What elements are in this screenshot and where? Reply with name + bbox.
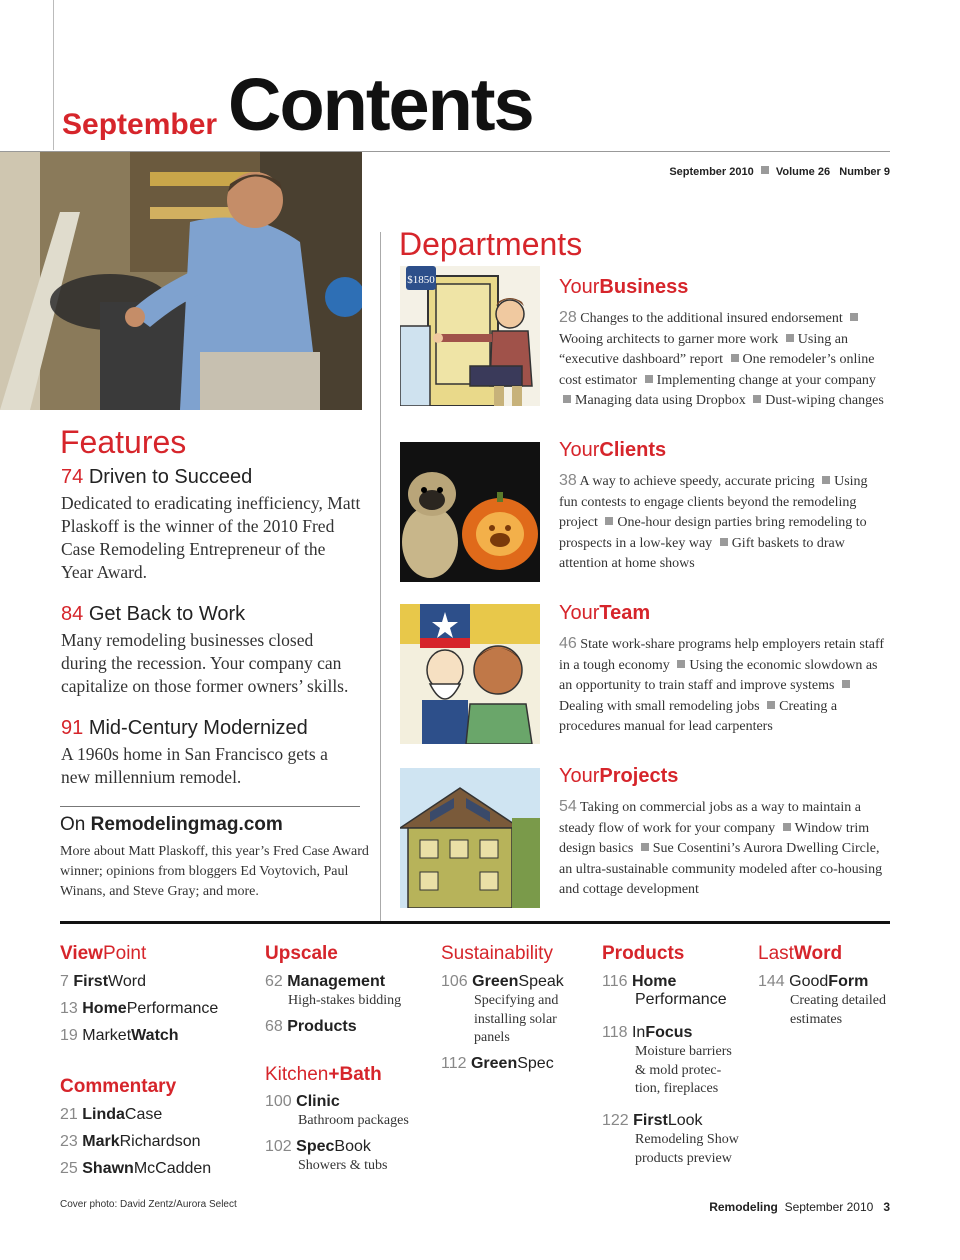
feature-description: Dedicated to eradicating inefficiency, Matt Plaskoff is the winner of the 2010 Fred Case Remodeling Entrepreneur of the Year Award. <box>61 493 361 582</box>
column-item[interactable] <box>60 1133 201 1151</box>
item-title-a: Home <box>82 1000 127 1017</box>
item-page: 122 <box>602 1112 629 1129</box>
issue-date: September 2010 <box>669 166 754 178</box>
feature-page: 74 <box>61 466 84 488</box>
column-item[interactable] <box>60 1160 211 1178</box>
department-item: Sue Cosentini’s Aurora Dwelling Circle, an ultra-sustainable community modeled after co-housing and cottage development <box>559 841 883 897</box>
department-item: One remodeler’s online cost estimator <box>559 352 875 388</box>
item-title-a: Green <box>470 1055 518 1072</box>
feature-item[interactable] <box>61 603 361 698</box>
item-page: 116 <box>602 973 628 990</box>
column-item[interactable] <box>60 1106 162 1124</box>
bullet-square-icon <box>767 701 775 709</box>
column-item[interactable] <box>265 1018 357 1036</box>
feature-title-text: Get Back to Work <box>88 603 246 625</box>
bullet-square-icon <box>850 313 858 321</box>
bullet-square-icon <box>605 517 613 525</box>
department-title-name: Projects <box>599 765 679 787</box>
item-subtitle: Remodeling Show products preview <box>635 1132 739 1166</box>
bullet-square-icon <box>753 395 761 403</box>
department-title-pre: Your <box>559 439 600 461</box>
footer-magazine: Remodeling <box>709 1200 778 1214</box>
column-item[interactable] <box>265 1138 371 1156</box>
department-item: Creating a procedures manual for lead carpenters <box>559 698 838 734</box>
feature-item[interactable] <box>61 717 361 789</box>
item-title-b: McCadden <box>133 1160 212 1177</box>
item-page: 68 <box>265 1018 283 1035</box>
item-page: 7 <box>60 973 69 990</box>
column-divider <box>380 232 381 922</box>
item-title-b: Performance <box>635 991 727 1008</box>
item-title-b: Book <box>334 1138 371 1155</box>
item-title-b: Look <box>667 1112 703 1129</box>
page-footer <box>600 1200 890 1214</box>
footer-date: September 2010 <box>784 1200 874 1214</box>
bullet-square-icon <box>842 680 850 688</box>
item-title-a: Good <box>789 973 829 990</box>
item-title-a: Green <box>472 973 519 990</box>
team-illustration <box>400 604 540 744</box>
item-page: 62 <box>265 973 283 990</box>
item-title-b: Watch <box>131 1027 179 1044</box>
item-title-a: Linda <box>82 1106 125 1123</box>
price-tag: $1850 <box>407 274 435 286</box>
bullet-square-icon <box>783 823 791 831</box>
department-item: Using fun contests to engage clients beyond the remodeling project <box>559 474 868 530</box>
department-title-pre: Your <box>559 765 600 787</box>
department-title-name: Business <box>599 276 689 298</box>
column-heading-name: Sustainability <box>441 943 553 964</box>
department-title-clients[interactable] <box>559 439 666 462</box>
online-divider <box>60 806 360 807</box>
column-item[interactable] <box>60 973 146 991</box>
item-page: 23 <box>60 1133 78 1150</box>
bullet-square-icon <box>641 843 649 851</box>
cover-photo <box>0 152 362 410</box>
department-body <box>559 471 889 575</box>
item-subtitle: High-stakes bidding <box>288 993 402 1008</box>
department-item: One-hour design parties bring remodeling to prospects in a low-key way <box>559 515 867 551</box>
footer-page-number: 3 <box>883 1200 890 1214</box>
column-item[interactable] <box>602 1024 692 1042</box>
department-page: 46 <box>559 635 577 652</box>
item-title: Clinic <box>296 1093 340 1110</box>
column-heading-name: Products <box>602 943 685 964</box>
section-rule <box>60 921 890 924</box>
column-item[interactable] <box>60 1027 179 1045</box>
department-item: Using the economic slowdown as an opportunity to train staff and improve systems <box>559 657 878 693</box>
department-item: Using an “executive dashboard” report <box>559 331 848 367</box>
department-page: 28 <box>559 309 577 326</box>
feature-page: 84 <box>61 603 84 625</box>
item-title-b: Performance <box>126 1000 219 1017</box>
item-title-a: Mark <box>82 1133 120 1150</box>
column-heading-name: Word <box>793 943 843 964</box>
column-item[interactable] <box>602 1112 703 1130</box>
department-body <box>559 797 889 901</box>
item-page: 13 <box>60 1000 78 1017</box>
item-page: 112 <box>441 1055 467 1072</box>
column-item[interactable] <box>265 1093 340 1111</box>
column-heading-name: Commentary <box>60 1076 177 1097</box>
department-page: 54 <box>559 798 577 815</box>
separator-square-icon <box>761 166 769 174</box>
column-heading-name: Point <box>102 943 147 964</box>
feature-title <box>61 603 361 626</box>
bullet-square-icon <box>720 538 728 546</box>
item-title-b: Richardson <box>119 1133 201 1150</box>
item-page: 21 <box>60 1106 78 1123</box>
department-item: Changes to the additional insured endorsement <box>580 311 843 326</box>
department-item: Dust-wiping changes <box>765 393 884 408</box>
feature-description: Many remodeling businesses closed during the recession. Your company can capitalize on those former owners’ skills. <box>61 630 349 696</box>
item-title-b: Spec <box>517 1055 554 1072</box>
projects-illustration <box>400 768 540 908</box>
item-page: 106 <box>441 973 468 990</box>
business-illustration <box>400 266 540 406</box>
feature-description: A 1960s home in San Francisco gets a new millennium remodel. <box>61 744 328 787</box>
feature-title-text: Mid-Century Modernized <box>88 717 308 739</box>
item-subtitle: Showers & tubs <box>298 1158 388 1173</box>
item-title-b: Case <box>124 1106 163 1123</box>
department-title-team[interactable] <box>559 602 650 625</box>
column-heading-commentary <box>60 1076 176 1098</box>
item-title-b: Word <box>108 973 146 990</box>
bullet-square-icon <box>822 476 830 484</box>
feature-title <box>61 717 361 740</box>
item-title-a: First <box>73 973 109 990</box>
department-title-pre: Your <box>559 276 600 298</box>
page-title: Contents <box>228 63 533 146</box>
column-heading-name: +Bath <box>328 1064 382 1085</box>
item-page: 19 <box>60 1027 78 1044</box>
masthead-month: September <box>62 108 218 141</box>
department-item: Gift baskets to draw attention at home shows <box>559 535 845 571</box>
online-prefix: On <box>60 814 86 835</box>
column-item[interactable] <box>602 973 752 1009</box>
item-title-a: Market <box>82 1027 132 1044</box>
item-subtitle: Creating detailed estimates <box>790 993 887 1027</box>
column-heading-sustainability <box>441 943 553 965</box>
column-heading-viewpoint <box>60 943 146 965</box>
department-item: Wooing architects to garner more work <box>559 331 779 347</box>
bullet-square-icon <box>786 334 794 342</box>
department-page: 38 <box>559 472 577 489</box>
department-body <box>559 308 889 412</box>
column-heading-pre: Last <box>758 943 794 964</box>
item-page: 102 <box>265 1138 292 1155</box>
feature-title <box>61 466 361 489</box>
item-page: 25 <box>60 1160 78 1177</box>
column-item[interactable] <box>441 1055 554 1073</box>
online-description: More about Matt Plaskoff, this year’s Fred Case Award winner; opinions from bloggers Ed Voytovich, Paul Winans, and Steve Gray; and more. <box>60 844 369 899</box>
features-heading: Features <box>60 424 187 460</box>
department-title-business[interactable] <box>559 276 688 299</box>
feature-page: 91 <box>61 717 84 739</box>
online-heading[interactable] <box>60 814 283 836</box>
issue-volume: Volume 26 <box>775 166 831 178</box>
department-item: Managing data using Dropbox <box>575 393 746 408</box>
department-title-projects[interactable] <box>559 765 678 788</box>
column-heading-pre: Kitchen <box>265 1064 329 1085</box>
column-heading-name: Upscale <box>265 943 338 964</box>
department-title-pre: Your <box>559 602 600 624</box>
item-title-b: Focus <box>645 1024 693 1041</box>
item-title-b: Speak <box>518 973 564 990</box>
column-heading-products <box>602 943 684 965</box>
column-item[interactable] <box>60 1000 218 1018</box>
item-title-a: Shawn <box>82 1160 134 1177</box>
department-body <box>559 634 889 738</box>
item-title: Management <box>287 973 386 990</box>
item-subtitle: Specifying and installing solar panels <box>474 993 559 1045</box>
item-subtitle: Moisture barriers & mold protec- tion, fireplaces <box>635 1044 732 1096</box>
departments-heading: Departments <box>399 226 583 262</box>
bullet-square-icon <box>677 660 685 668</box>
clients-illustration <box>400 442 540 582</box>
department-item: Window trim design basics <box>559 820 870 856</box>
department-title-name: Clients <box>599 439 667 461</box>
bullet-square-icon <box>563 395 571 403</box>
column-item[interactable] <box>441 973 564 991</box>
feature-title-text: Driven to Succeed <box>88 466 253 488</box>
item-title-a: Home <box>631 973 677 990</box>
item-page: 118 <box>602 1024 628 1041</box>
column-heading-lastword <box>758 943 842 965</box>
online-site: Remodelingmag.com <box>90 814 283 835</box>
issue-number: Number 9 <box>839 166 890 178</box>
department-item: Implementing change at your company <box>656 372 876 388</box>
department-title-name: Team <box>599 602 651 624</box>
column-heading-upscale <box>265 943 338 965</box>
item-title-a: In <box>631 1024 646 1041</box>
department-item: Taking on commercial jobs as a way to maintain a steady flow of work for your company <box>559 800 861 836</box>
issue-info <box>580 166 890 178</box>
column-heading-kitchen-bath <box>265 1064 382 1086</box>
cover-credit: Cover photo: David Zentz/Aurora Select <box>60 1199 237 1210</box>
department-item: A way to achieve speedy, accurate pricing <box>579 474 815 489</box>
masthead-vertical-rule <box>53 0 54 150</box>
item-subtitle: Bathroom packages <box>298 1113 409 1128</box>
item-page: 100 <box>265 1093 292 1110</box>
bullet-square-icon <box>645 375 653 383</box>
item-title: Products <box>287 1018 357 1035</box>
item-title-a: Spec <box>296 1138 335 1155</box>
item-title-a: First <box>633 1112 668 1129</box>
column-item[interactable] <box>265 973 385 991</box>
item-page: 144 <box>758 973 785 990</box>
feature-item[interactable] <box>61 466 361 584</box>
department-item: State work-share programs help employers retain staff in a tough economy <box>559 637 885 673</box>
column-item[interactable] <box>758 973 868 991</box>
bullet-square-icon <box>731 354 739 362</box>
item-title-b: Form <box>828 973 869 990</box>
column-heading-pre: View <box>60 943 103 964</box>
department-item: Dealing with small remodeling jobs <box>559 698 760 714</box>
